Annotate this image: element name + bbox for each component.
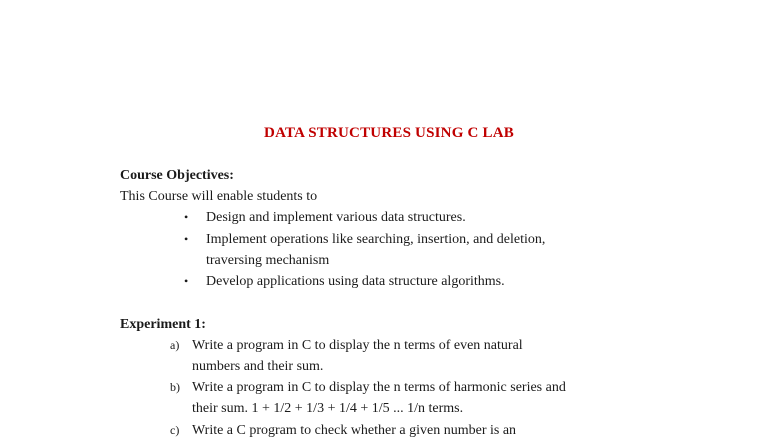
document-title: DATA STRUCTURES USING C LAB [264, 125, 514, 141]
list-item-text-continued: their sum. 1 + 1/2 + 1/3 + 1/4 + 1/5 ... 1/n terms. [192, 401, 464, 416]
list-item-text-continued: numbers and their sum. [192, 359, 324, 374]
bullet-icon: • [184, 232, 189, 246]
bullet-icon: • [184, 210, 189, 224]
list-item-text: Write a C program to check whether a given number is an [192, 423, 517, 438]
list-marker: c) [170, 423, 180, 437]
bullet-icon: • [184, 274, 189, 288]
list-marker: b) [170, 380, 180, 394]
experiment-heading: Experiment 1: [120, 317, 206, 332]
list-item-text: Write a program in C to display the n terms of even natural [192, 338, 523, 353]
list-item-text: Develop applications using data structure algorithms. [206, 274, 505, 289]
objectives-heading: Course Objectives: [120, 168, 234, 183]
list-marker: a) [170, 338, 180, 352]
list-item-text-continued: traversing mechanism [206, 253, 330, 268]
list-item-text: Design and implement various data structures. [206, 210, 466, 225]
list-item-text: Implement operations like searching, insertion, and deletion, [206, 232, 546, 247]
list-item-text: Write a program in C to display the n terms of harmonic series and [192, 380, 566, 395]
objectives-intro: This Course will enable students to [120, 189, 318, 204]
